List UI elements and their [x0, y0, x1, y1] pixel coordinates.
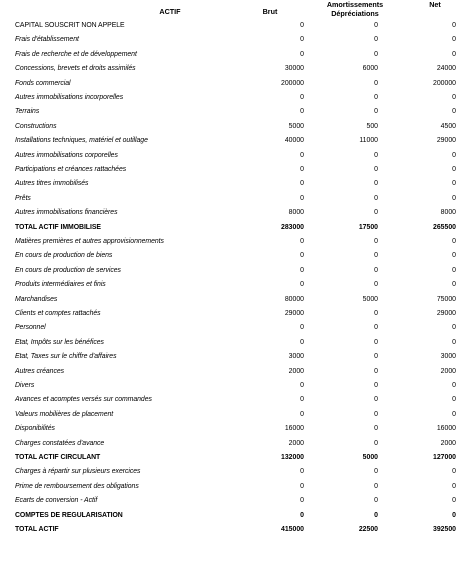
cell-brut: 3000	[288, 353, 304, 361]
row-label: Personnel	[15, 324, 46, 332]
header-amortissements-line2: Dépréciations	[331, 9, 379, 18]
row-label: TOTAL ACTIF CIRCULANT	[15, 454, 101, 461]
row-label: Concessions, brevets et droits assimilés	[15, 65, 136, 73]
cell-net: 0	[452, 151, 456, 159]
cell-amortissements: 0	[374, 324, 378, 332]
table-row	[0, 408, 462, 422]
row-label: Autres créances	[15, 367, 65, 375]
header-amortissements-line1: Amortissements	[326, 0, 384, 9]
row-label: En cours de production de biens	[15, 252, 113, 260]
cell-amortissements: 6000	[362, 65, 378, 73]
cell-net: 75000	[436, 295, 456, 303]
cell-amortissements: 0	[374, 425, 378, 433]
cell-net: 0	[452, 180, 456, 188]
table-row	[0, 120, 462, 134]
cell-net: 392500	[433, 526, 456, 533]
cell-amortissements: 0	[374, 353, 378, 361]
cell-net: 0	[452, 482, 456, 490]
cell-brut: 0	[300, 151, 304, 159]
table-row	[0, 221, 462, 235]
cell-brut: 0	[300, 281, 304, 289]
cell-net: 0	[452, 194, 456, 202]
cell-amortissements: 5000	[362, 295, 378, 303]
table-row	[0, 293, 462, 307]
cell-brut: 0	[300, 338, 304, 346]
cell-net: 0	[452, 36, 456, 44]
table-row	[0, 451, 462, 465]
row-label: Valeurs mobilières de placement	[15, 410, 114, 418]
cell-net: 0	[452, 324, 456, 332]
cell-net: 2000	[440, 367, 456, 375]
cell-brut: 415000	[281, 526, 304, 533]
cell-brut: 40000	[284, 137, 304, 145]
header-actif: ACTIF	[159, 7, 181, 16]
row-label: Prêts	[15, 194, 31, 202]
cell-amortissements: 500	[366, 122, 378, 130]
table-row	[0, 321, 462, 335]
table-row	[0, 480, 462, 494]
cell-amortissements: 22500	[358, 526, 378, 533]
cell-net: 0	[452, 468, 456, 476]
header-brut: Brut	[262, 7, 278, 16]
cell-amortissements: 0	[374, 338, 378, 346]
cell-net: 2000	[440, 439, 456, 447]
cell-net: 0	[452, 252, 456, 260]
cell-amortissements: 0	[374, 22, 378, 29]
cell-net: 0	[452, 410, 456, 418]
cell-amortissements: 0	[374, 238, 378, 245]
cell-amortissements: 0	[374, 310, 378, 317]
table-row	[0, 149, 462, 163]
row-label: Charges constatées d'avance	[15, 439, 105, 447]
cell-net: 0	[452, 497, 456, 505]
table-row	[0, 437, 462, 451]
cell-net: 16000	[436, 425, 456, 433]
header-net: Net	[429, 0, 441, 9]
cell-amortissements: 0	[374, 367, 378, 375]
cell-brut: 0	[300, 108, 304, 116]
cell-brut: 2000	[288, 439, 304, 447]
cell-brut: 0	[300, 238, 304, 245]
table-row	[0, 48, 462, 62]
table-row	[0, 19, 462, 33]
cell-amortissements: 5000	[362, 454, 378, 461]
cell-brut: 16000	[284, 425, 304, 433]
cell-net: 24000	[436, 65, 456, 73]
cell-amortissements: 0	[374, 108, 378, 116]
cell-net: 0	[452, 94, 456, 101]
row-label: Etat, Impôts sur les bénéfices	[15, 338, 104, 346]
cell-net: 0	[452, 166, 456, 173]
cell-net: 0	[452, 108, 456, 116]
cell-net: 29000	[436, 137, 456, 145]
cell-brut: 0	[300, 166, 304, 173]
cell-net: 0	[452, 22, 456, 29]
cell-amortissements: 0	[374, 511, 378, 519]
cell-net: 0	[452, 396, 456, 404]
cell-amortissements: 0	[374, 281, 378, 289]
row-label: CAPITAL SOUSCRIT NON APPELE	[15, 22, 125, 29]
cell-brut: 0	[300, 36, 304, 44]
cell-amortissements: 0	[374, 497, 378, 505]
row-label: Autres immobilisations incorporelles	[15, 94, 124, 101]
cell-net: 0	[452, 511, 456, 519]
table-row	[0, 523, 462, 537]
table-row	[0, 509, 462, 523]
cell-net: 0	[452, 382, 456, 389]
table-row	[0, 33, 462, 47]
cell-net: 0	[452, 266, 456, 274]
cell-brut: 8000	[288, 209, 304, 217]
table-row	[0, 494, 462, 508]
table-row	[0, 192, 462, 206]
cell-amortissements: 0	[374, 79, 378, 87]
cell-amortissements: 0	[374, 50, 378, 58]
cell-net: 4500	[440, 122, 456, 130]
cell-amortissements: 0	[374, 194, 378, 202]
cell-brut: 132000	[281, 454, 304, 461]
row-label: Disponibilités	[15, 425, 55, 433]
cell-net: 0	[452, 281, 456, 289]
table-row	[0, 91, 462, 105]
table-row	[0, 77, 462, 91]
cell-amortissements: 0	[374, 94, 378, 101]
cell-amortissements: 0	[374, 180, 378, 188]
cell-brut: 0	[300, 382, 304, 389]
cell-amortissements: 0	[374, 396, 378, 404]
table-row	[0, 278, 462, 292]
row-label: Divers	[15, 382, 35, 389]
header-amortissements	[305, 0, 405, 18]
cell-net: 127000	[433, 454, 456, 461]
cell-brut: 0	[300, 266, 304, 274]
table-row	[0, 336, 462, 350]
cell-brut: 0	[300, 94, 304, 101]
row-label: Constructions	[15, 122, 57, 130]
cell-brut: 200000	[281, 79, 304, 87]
cell-brut: 0	[300, 497, 304, 505]
table-row	[0, 393, 462, 407]
row-label: Autres immobilisations financières	[15, 209, 118, 217]
table-row	[0, 62, 462, 76]
cell-brut: 0	[300, 482, 304, 490]
cell-brut: 0	[300, 396, 304, 404]
table-row	[0, 134, 462, 148]
table-row	[0, 365, 462, 379]
cell-brut: 283000	[281, 223, 304, 231]
cell-brut: 0	[300, 468, 304, 476]
row-label: Terrains	[15, 108, 40, 116]
cell-net: 200000	[433, 79, 456, 87]
cell-amortissements: 0	[374, 468, 378, 476]
row-label: Marchandises	[15, 295, 58, 303]
cell-net: 29000	[436, 310, 456, 317]
row-label: TOTAL ACTIF	[15, 526, 59, 533]
row-label: Autres titres immobilisés	[15, 180, 89, 188]
row-label: COMPTES DE REGULARISATION	[15, 511, 123, 519]
cell-brut: 0	[300, 410, 304, 418]
row-label: Charges à répartir sur plusieurs exercices	[15, 468, 141, 476]
cell-brut: 29000	[284, 310, 304, 317]
table-row	[0, 177, 462, 191]
table-row	[0, 105, 462, 119]
row-label: En cours de production de services	[15, 266, 121, 274]
cell-net: 265500	[433, 223, 456, 231]
cell-brut: 0	[300, 511, 304, 519]
table-row	[0, 350, 462, 364]
row-label: Matières premières et autres approvisionnements	[15, 238, 164, 245]
cell-amortissements: 0	[374, 439, 378, 447]
cell-brut: 0	[300, 324, 304, 332]
cell-brut: 2000	[288, 367, 304, 375]
row-label: Participations et créances rattachées	[15, 166, 127, 173]
cell-net: 0	[452, 338, 456, 346]
cell-brut: 30000	[284, 65, 304, 73]
row-label: Avances et acomptes versés sur commandes	[15, 396, 152, 404]
cell-amortissements: 0	[374, 482, 378, 490]
row-label: Clients et comptes rattachés	[15, 310, 101, 317]
table-row	[0, 307, 462, 321]
table-row	[0, 163, 462, 177]
cell-amortissements: 0	[374, 151, 378, 159]
table-row	[0, 206, 462, 220]
cell-brut: 0	[300, 22, 304, 29]
cell-amortissements: 0	[374, 36, 378, 44]
cell-net: 0	[452, 238, 456, 245]
cell-net: 3000	[440, 353, 456, 361]
cell-amortissements: 0	[374, 266, 378, 274]
row-label: Frais d'établissement	[15, 36, 79, 44]
row-label: Installations techniques, matériel et outillage	[15, 137, 148, 145]
row-label: TOTAL ACTIF IMMOBILISE	[15, 223, 101, 231]
cell-amortissements: 0	[374, 382, 378, 389]
cell-net: 0	[452, 50, 456, 58]
cell-net: 8000	[440, 209, 456, 217]
cell-brut: 0	[300, 194, 304, 202]
cell-brut: 5000	[288, 122, 304, 130]
cell-brut: 0	[300, 50, 304, 58]
row-label: Produits intermédiaires et finis	[15, 281, 106, 289]
table-row	[0, 379, 462, 393]
table-row	[0, 465, 462, 479]
cell-brut: 0	[300, 180, 304, 188]
cell-amortissements: 0	[374, 410, 378, 418]
row-label: Fonds commercial	[15, 79, 71, 87]
row-label: Autres immobilisations corporelles	[15, 151, 118, 159]
row-label: Etat, Taxes sur le chiffre d'affaires	[15, 353, 117, 361]
cell-amortissements: 0	[374, 209, 378, 217]
cell-brut: 80000	[284, 295, 304, 303]
row-label: Prime de remboursement des obligations	[15, 482, 139, 490]
cell-amortissements: 11000	[359, 137, 378, 145]
cell-amortissements: 0	[374, 252, 378, 260]
cell-brut: 0	[300, 252, 304, 260]
table-row	[0, 264, 462, 278]
table-row	[0, 249, 462, 263]
table-row	[0, 235, 462, 249]
table-row	[0, 422, 462, 436]
row-label: Frais de recherche et de développement	[15, 50, 137, 58]
cell-amortissements: 0	[374, 166, 378, 173]
row-label: Ecarts de conversion - Actif	[15, 497, 98, 505]
cell-amortissements: 17500	[358, 223, 378, 231]
